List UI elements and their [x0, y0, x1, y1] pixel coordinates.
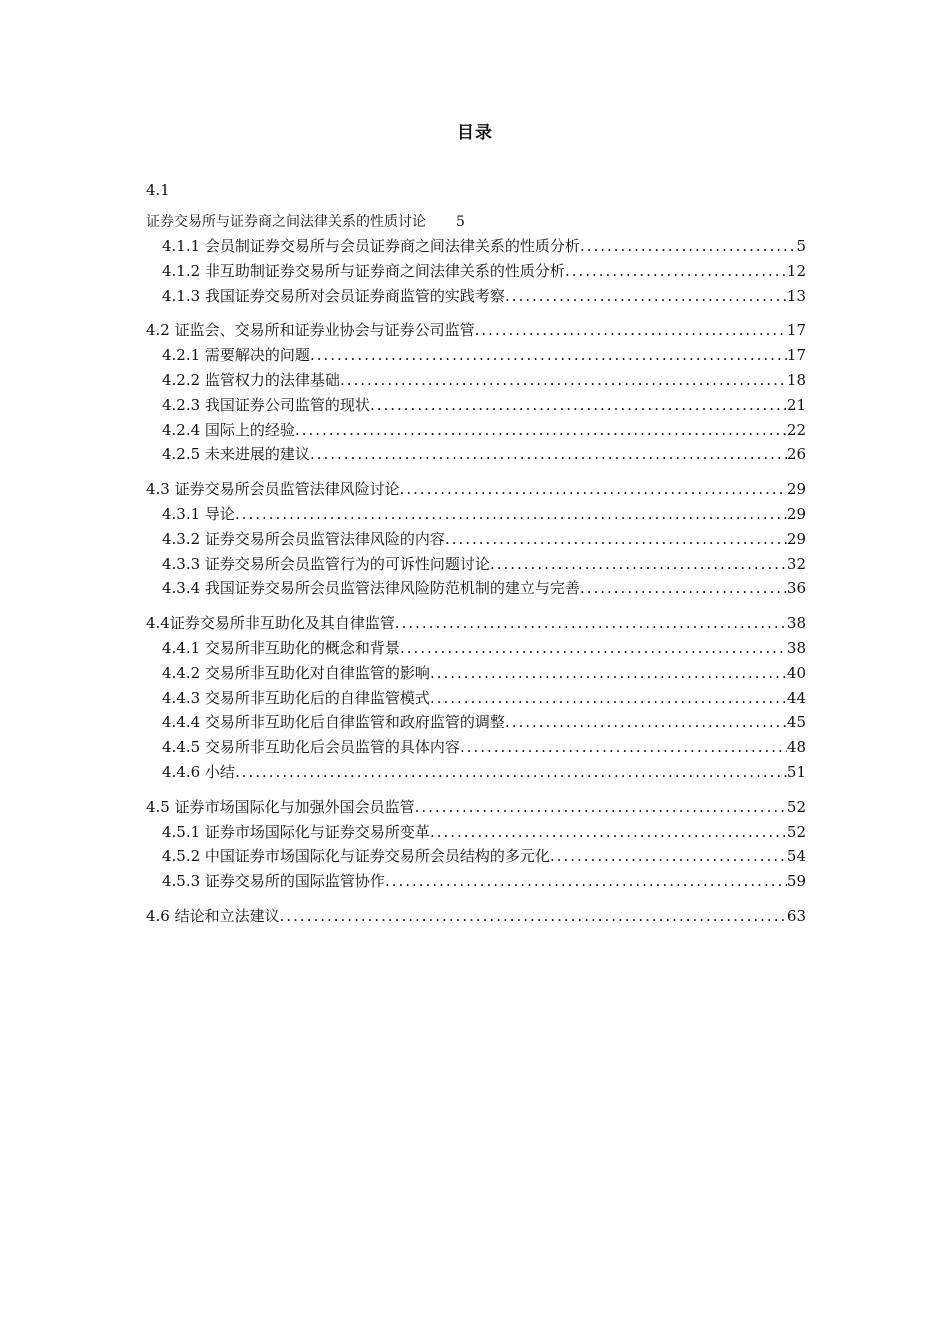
toc-subsection-entry[interactable] — [146, 234, 806, 259]
toc-entries — [146, 234, 806, 929]
toc-dot-leader — [565, 259, 787, 284]
toc-dot-leader — [550, 844, 787, 869]
toc-entry-label: 4.2.1 需要解决的问题 — [162, 346, 310, 365]
toc-dot-leader — [475, 318, 787, 343]
toc-dot-leader — [580, 234, 797, 259]
toc-subsection-entry[interactable] — [146, 760, 806, 785]
toc-entry-label: 4.4.1 交易所非互助化的概念和背景 — [162, 638, 400, 657]
toc-dot-leader — [235, 760, 787, 785]
toc-page-number: 52 — [786, 797, 806, 816]
toc-subsection-entry[interactable] — [146, 661, 806, 686]
toc-dot-leader — [385, 869, 787, 894]
toc-subsection-entry[interactable] — [146, 343, 806, 368]
toc-subsection-entry[interactable] — [146, 735, 806, 760]
toc-page-number: 29 — [786, 480, 806, 499]
toc-page-number: 59 — [786, 872, 806, 891]
toc-entry-label: 4.5.3 证券交易所的国际监管协作 — [162, 872, 385, 891]
toc-subsection-entry[interactable] — [146, 418, 806, 443]
toc-entry-label: 4.4证券交易所非互助化及其自律监管 — [146, 614, 395, 633]
toc-section-entry[interactable] — [146, 611, 806, 636]
toc-dot-leader — [430, 661, 787, 686]
toc-entry-label: 4.3 证券交易所会员监管法律风险讨论 — [146, 480, 400, 499]
toc-page-number: 40 — [786, 663, 806, 682]
toc-entry-label: 4.5.1 证券市场国际化与证券交易所变革 — [162, 822, 430, 841]
toc-page-number: 48 — [786, 738, 806, 757]
toc-page-number: 13 — [786, 286, 806, 305]
toc-page-number: 45 — [786, 713, 806, 732]
toc-subsection-entry[interactable] — [146, 636, 806, 661]
toc-section-entry[interactable] — [146, 477, 806, 502]
toc-entry-label: 4.1.1 会员制证券交易所与会员证券商之间法律关系的性质分析 — [162, 237, 580, 255]
toc-entry-label: 4.4.5 交易所非互助化后会员监管的具体内容 — [162, 738, 460, 757]
toc-dot-leader — [460, 735, 787, 760]
toc-section-number: 4.1 — [146, 181, 170, 199]
toc-subsection-entry[interactable] — [146, 710, 806, 735]
toc-dot-leader — [400, 477, 787, 502]
toc-page-number: 51 — [786, 762, 806, 781]
toc-dot-leader — [295, 418, 787, 443]
toc-page-number: 63 — [786, 906, 806, 925]
toc-entry-label: 4.3.1 导论 — [162, 504, 235, 523]
toc-dot-leader — [310, 343, 787, 368]
toc-subsection-entry[interactable] — [146, 368, 806, 393]
toc-entry-label: 4.2.3 我国证券公司监管的现状 — [162, 395, 370, 414]
toc-entry-label: 4.4.6 小结 — [162, 762, 235, 781]
toc-subsection-entry[interactable] — [146, 844, 806, 869]
toc-dot-leader — [430, 686, 787, 711]
toc-page-number: 38 — [786, 614, 806, 633]
toc-dot-leader — [395, 611, 787, 636]
toc-dot-leader — [445, 527, 787, 552]
toc-page-number: 54 — [786, 847, 806, 866]
toc-dot-leader — [310, 442, 787, 467]
toc-subsection-entry[interactable] — [146, 284, 806, 309]
toc-dot-leader — [505, 284, 787, 309]
toc-entry-label: 4.3.4 我国证券交易所会员监管法律风险防范机制的建立与完善 — [162, 579, 580, 598]
toc-subsection-entry[interactable] — [146, 869, 806, 894]
toc-page-number: 5 — [456, 214, 465, 230]
toc-entry-label: 4.5.2 中国证券市场国际化与证券交易所会员结构的多元化 — [162, 847, 550, 866]
toc-page-number: 26 — [786, 445, 806, 464]
table-of-contents — [146, 178, 806, 929]
toc-entry-label: 4.3.3 证券交易所会员监管行为的可诉性问题讨论 — [162, 554, 490, 573]
toc-dot-leader — [580, 576, 787, 601]
toc-section-entry[interactable] — [146, 795, 806, 820]
toc-page-number: 17 — [786, 346, 806, 365]
toc-page-number: 18 — [786, 370, 806, 389]
toc-page-number: 32 — [786, 554, 806, 573]
toc-subsection-entry[interactable] — [146, 393, 806, 418]
toc-entry-label: 4.6 结论和立法建议 — [146, 906, 280, 925]
toc-page-number: 21 — [786, 395, 806, 414]
toc-dot-leader — [370, 393, 787, 418]
toc-page-number: 22 — [786, 420, 806, 439]
toc-page-number: 17 — [786, 321, 806, 340]
toc-subsection-entry[interactable] — [146, 442, 806, 467]
toc-subsection-entry[interactable] — [146, 686, 806, 711]
toc-page-number: 29 — [786, 504, 806, 523]
toc-section-entry[interactable] — [146, 904, 806, 929]
toc-section-entry[interactable] — [146, 318, 806, 343]
toc-entry-label: 4.2 证监会、交易所和证券业协会与证券公司监管 — [146, 321, 475, 340]
toc-subsection-entry[interactable] — [146, 820, 806, 845]
toc-entry-label: 4.1.3 我国证券交易所对会员证券商监管的实践考察 — [162, 286, 505, 305]
toc-page-number: 36 — [786, 579, 806, 598]
toc-entry-label: 4.4.2 交易所非互助化对自律监管的影响 — [162, 663, 430, 682]
toc-subsection-entry[interactable] — [146, 502, 806, 527]
toc-dot-leader — [340, 368, 787, 393]
toc-entry-label: 4.4.4 交易所非互助化后自律监管和政府监管的调整 — [162, 713, 505, 732]
toc-subsection-entry[interactable] — [146, 259, 806, 284]
toc-dot-leader — [430, 820, 787, 845]
toc-entry-label: 4.2.5 未来进展的建议 — [162, 445, 310, 464]
toc-subsection-entry[interactable] — [146, 552, 806, 577]
toc-dot-leader — [415, 795, 787, 820]
toc-subsection-entry[interactable] — [146, 527, 806, 552]
toc-page-number: 52 — [786, 822, 806, 841]
page-title: 目录 — [457, 123, 493, 143]
toc-dot-leader — [280, 904, 787, 929]
toc-page-number: 29 — [786, 529, 806, 548]
toc-section-title: 证券交易所与证券商之间法律关系的性质讨论 — [146, 214, 426, 230]
toc-entry-label: 4.1.2 非互助制证券交易所与证券商之间法律关系的性质分析 — [162, 261, 565, 280]
toc-page-number: 44 — [786, 688, 806, 707]
toc-page-number: 38 — [786, 638, 806, 657]
toc-subsection-entry[interactable] — [146, 576, 806, 601]
toc-dot-leader — [400, 636, 787, 661]
toc-page-number: 5 — [796, 237, 806, 255]
toc-page-number: 12 — [786, 261, 806, 280]
toc-entry-label: 4.3.2 证券交易所会员监管法律风险的内容 — [162, 529, 445, 548]
toc-entry-label: 4.2.2 监管权力的法律基础 — [162, 370, 340, 389]
toc-dot-leader — [505, 710, 787, 735]
toc-entry-label: 4.2.4 国际上的经验 — [162, 420, 295, 439]
toc-entry-label: 4.5 证券市场国际化与加强外国会员监管 — [146, 797, 415, 816]
toc-section-heading[interactable] — [146, 210, 806, 234]
toc-entry-label: 4.4.3 交易所非互助化后的自律监管模式 — [162, 688, 430, 707]
toc-dot-leader — [490, 552, 787, 577]
toc-dot-leader — [235, 502, 787, 527]
